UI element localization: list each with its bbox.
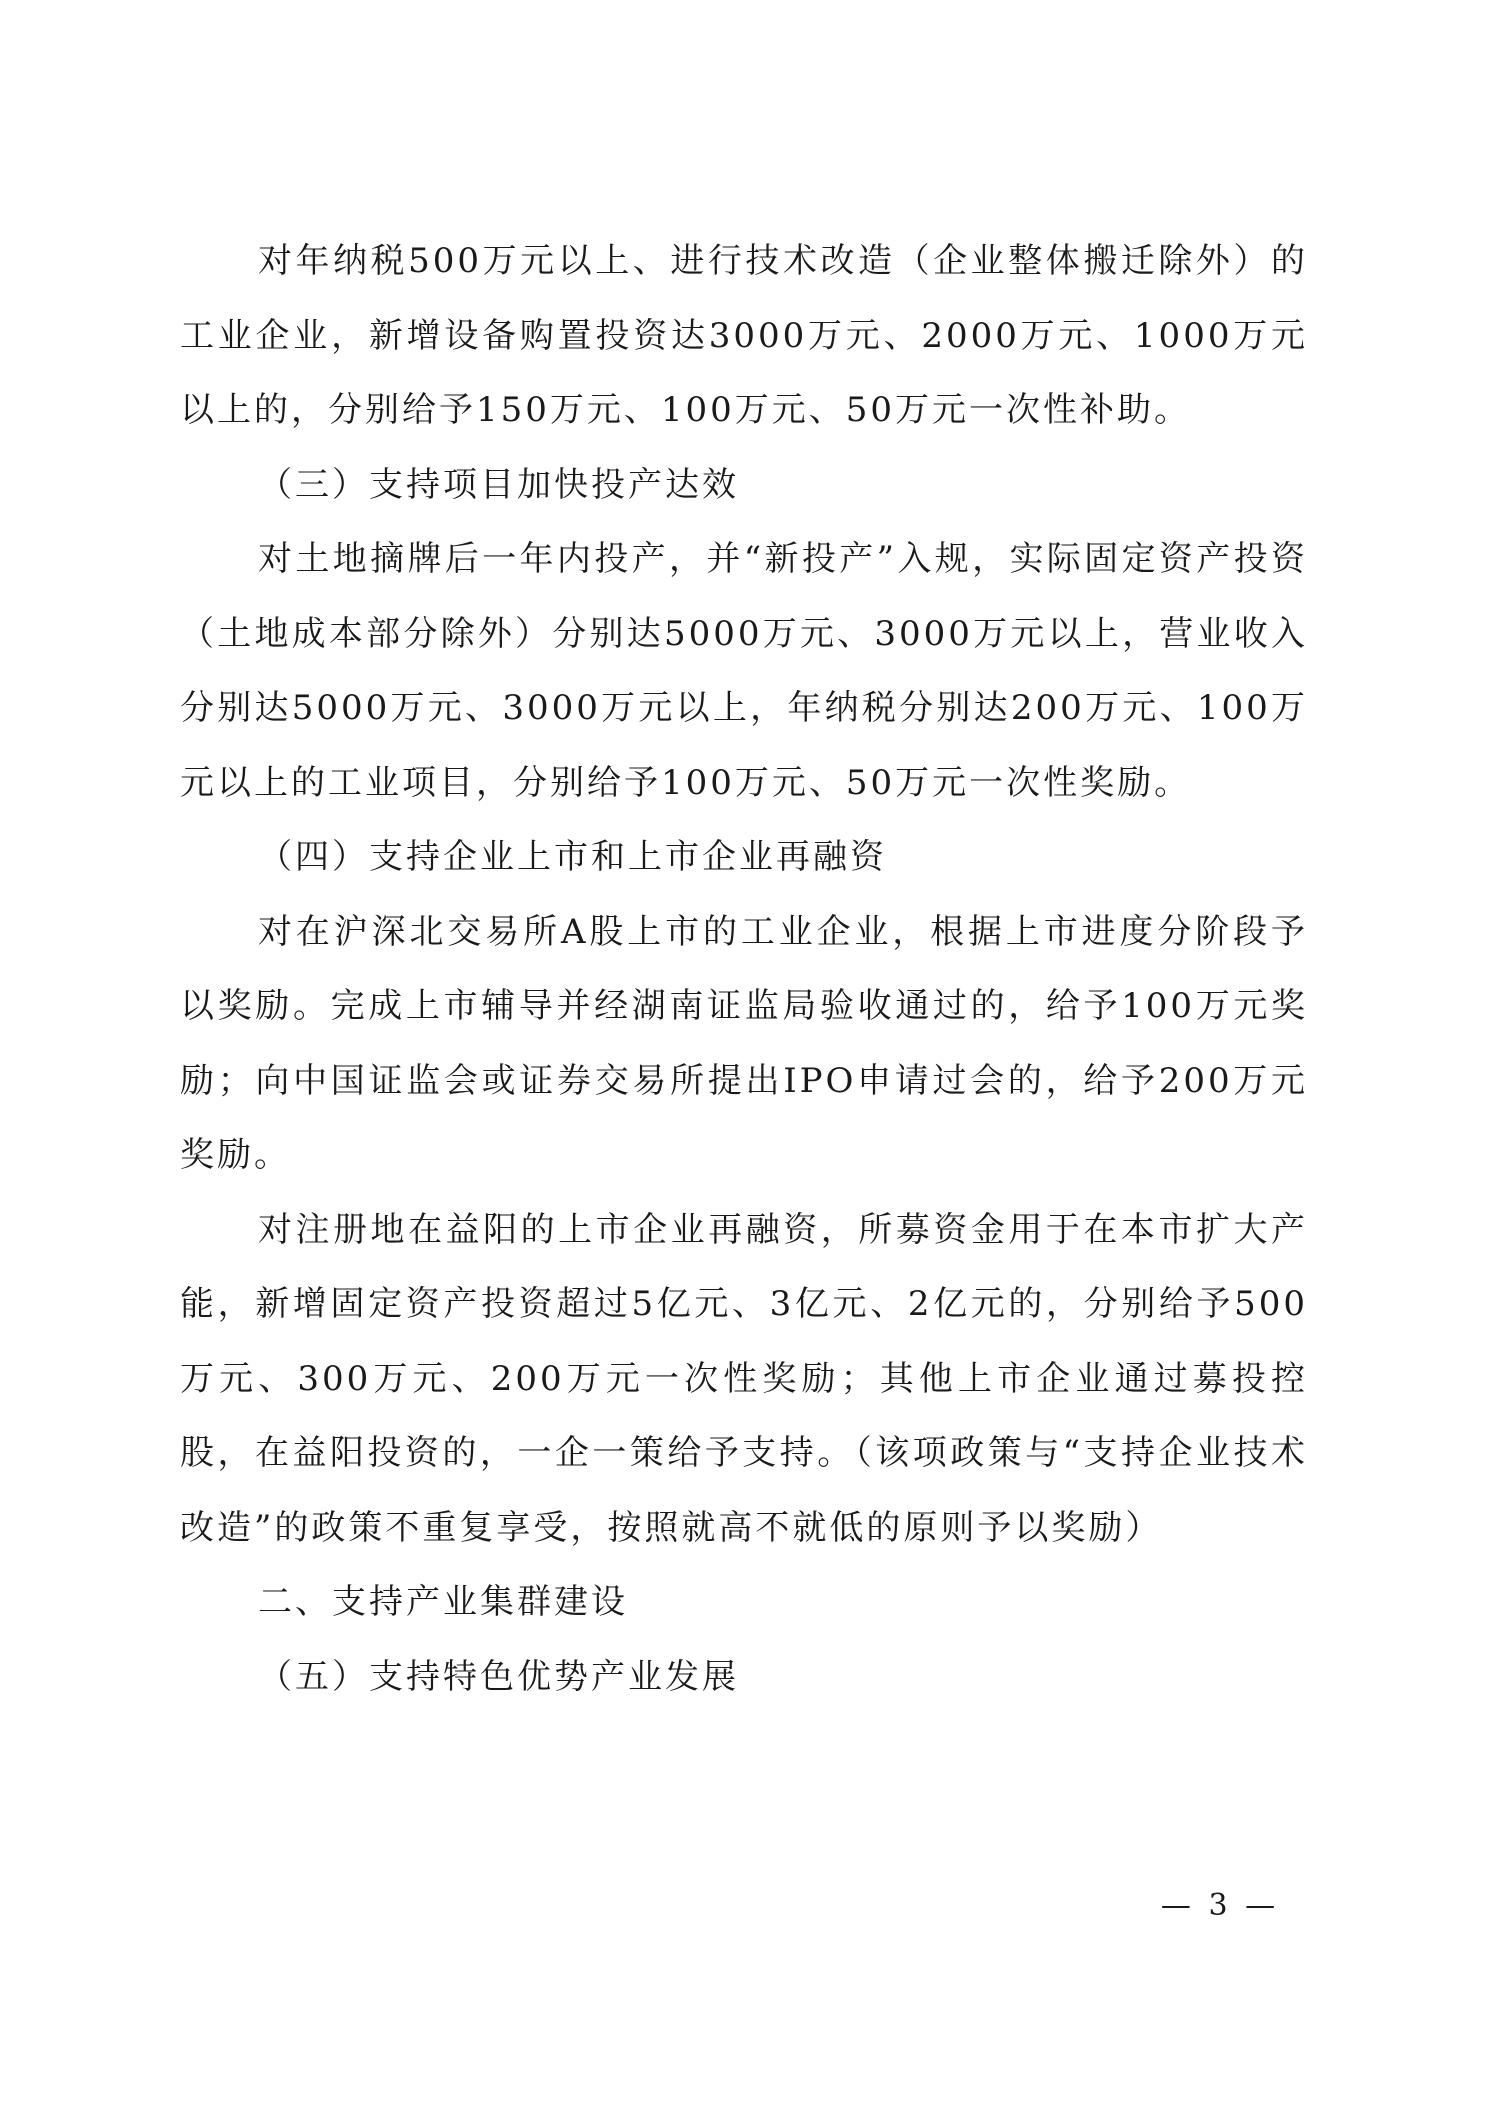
paragraph-listing-reward: 对在沪深北交易所A股上市的工业企业，根据上市进度分阶段予以奖励。完成上市辅导并经湖南证监局验收通过的，给予100万元奖励；向中国证监会或证券交易所提出IPO申请过会的，给予200万元奖励。	[180, 911, 1308, 1175]
document-body	[180, 224, 1308, 1714]
section-heading-project-production: （三）支持项目加快投产达效	[258, 464, 739, 505]
section-heading-industry-cluster: 二、支持产业集群建设	[258, 1582, 628, 1622]
section-heading-listing: （四）支持企业上市和上市企业再融资	[258, 837, 887, 877]
section-heading-featured-industry: （五）支持特色优势产业发展	[258, 1656, 739, 1697]
paragraph-tech-upgrade-subsidy: 对年纳税500万元以上、进行技术改造（企业整体搬迁除外）的工业企业，新增设备购置投资达3000万元、2000万元、1000万元以上的，分别给予150万元、100万元、50万元一次性补助。	[180, 241, 1308, 430]
paragraph-refinancing-reward: 对注册地在益阳的上市企业再融资，所募资金用于在本市扩大产能，新增固定资产投资超过5亿元、3亿元、2亿元的，分别给予500万元、300万元、200万元一次性奖励；其他上市企业通过募投控股，在益阳投资的，一企一策给予支持。（该项政策与“支持企业技术改造”的政策不重复享受，按照就高不就低的原则予以奖励）	[180, 1209, 1308, 1548]
page-number: — 3 —	[1160, 1888, 1280, 1923]
paragraph-production-reward: 对土地摘牌后一年内投产，并“新投产”入规，实际固定资产投资（土地成本部分除外）分别达5000万元、3000万元以上，营业收入分别达5000万元、3000万元以上，年纳税分别达200万元、100万元以上的工业项目，分别给予100万元、50万元一次性奖励。	[180, 539, 1308, 803]
